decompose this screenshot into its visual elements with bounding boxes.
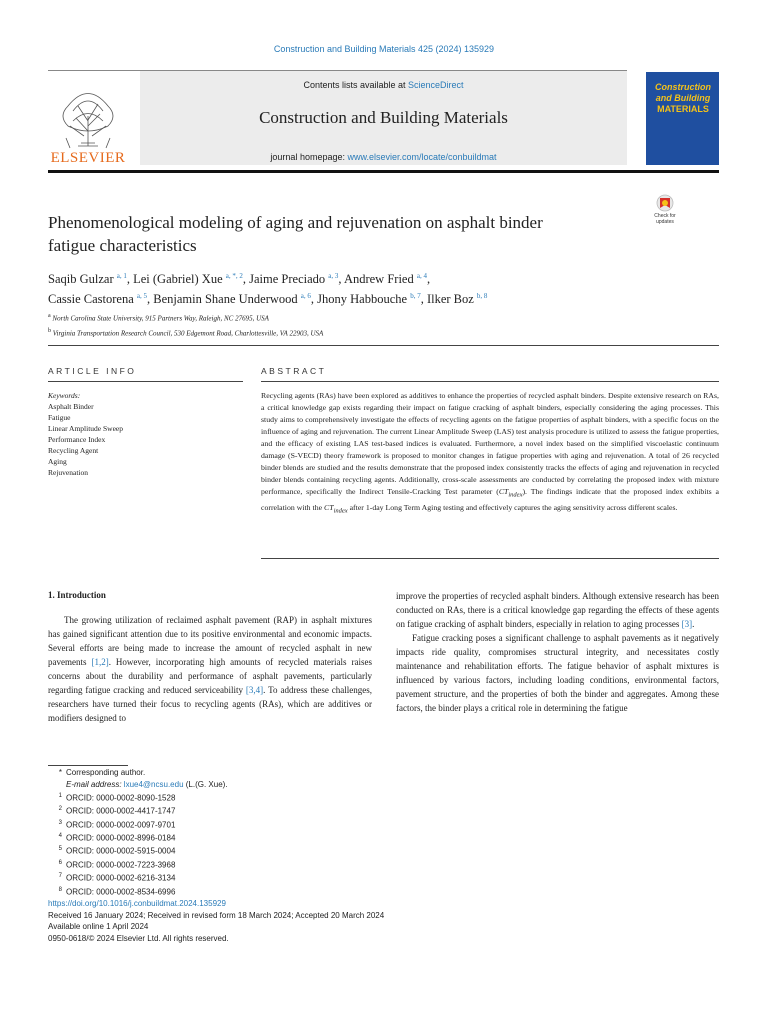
text-run: . To address these challenges, researchers have turned their focus to recycling agents (RAs), which are additives or modifiers designed to [48, 685, 372, 723]
footnote-mark: 2 [58, 806, 62, 813]
author-affil-mark[interactable]: a, 5 [136, 292, 147, 301]
footnote-text: Corresponding author. [66, 768, 146, 777]
author-name[interactable]: Lei (Gabriel) Xue [133, 272, 223, 287]
intro-paragraph-1-continued [396, 589, 719, 631]
keyword: Asphalt Binder [48, 402, 94, 411]
ct-index-base: CT [498, 487, 509, 496]
author-name[interactable]: Cassie Castorena [48, 292, 134, 307]
received-dates: Received 16 January 2024; Received in revised form 18 March 2024; Accepted 20 March 2024 [48, 910, 385, 920]
footnote-mark: 4 [58, 832, 62, 839]
contents-prefix: Contents lists available at [303, 80, 409, 90]
footnotes [48, 767, 448, 898]
affiliation [48, 325, 648, 340]
footnote-rule [48, 765, 128, 766]
homepage-link[interactable]: www.elsevier.com/locate/conbuildmat [347, 152, 497, 162]
keywords-label: Keywords: [48, 391, 81, 400]
journal-title: Construction and Building Materials [259, 108, 508, 127]
sciencedirect-link[interactable]: ScienceDirect [408, 80, 464, 90]
footnote-orcid [48, 818, 448, 831]
orcid-text: ORCID: 0000-0002-4417-1747 [66, 806, 176, 816]
footnote-mark: 3 [58, 819, 62, 826]
footnote-mark: 8 [58, 886, 62, 893]
email-label: E-mail address: [66, 779, 124, 789]
author-separator: , [420, 292, 427, 307]
intro-paragraph-2: Fatigue cracking poses a significant challenge to asphalt pavements as it negatively impacts ride quality, compromises structural integrity, and necessitates costly maintenance and rehabilitation efforts. The fatigue behavior of asphalt mixtures is influenced by various factors, including loading conditions, environmental factors, pavement structure, and the properties of both the binder and aggregates. Among these factors, the binder plays a critical role in determining the fatigue [396, 633, 719, 713]
ct-index [324, 502, 348, 515]
author-affil-mark[interactable]: a, 6 [300, 292, 311, 301]
intro-heading: 1. Introduction [48, 590, 106, 600]
abstract-part-a: Recycling agents (RAs) have been explored as additives to enhance the properties of recycled asphalt binders. Despite extensive research on RAs, a critical knowledge gap exists regarding their impact on fatigue cracking of asphalt binders, especially considering the aging processes. This study aims to comprehensively investigate the effects of recycling agents on the fatigue properties of asphalt binders, with a specific focus on the influence of aging and rejuvenation. The current Linear Amplitude Sweep (LAS) test analysis procedure is utilized to assess the fatigue properties, and the efficacy of existing LAS test-based indices is evaluated. Furthermore, a novel index based on the simplified viscoelastic continuum damage (S-VECD) theory framework is proposed to monitor changes in fatigue properties with aging and rejuvenation. A total of 26 recycled binder blends are studied and the results demonstrate that the proposed index consistently tracks the effects of aging and rejuvenation in recycled binder blends containing recycling agents. Additionally, cross-scale assessments are conducted by correlating the proposed index with mixture performance, specifically the Indirect Tensile-Cracking Test parameter ( [261, 391, 719, 496]
text-run: . [692, 619, 695, 629]
footnote-mark: 6 [58, 859, 62, 866]
affiliation [48, 310, 648, 325]
journal-reference[interactable]: Construction and Building Materials 425 (2024) 135929 [273, 44, 495, 54]
section-rule [48, 345, 719, 346]
abstract-heading: ABSTRACT [261, 366, 327, 376]
abstract-part-b: ). The findings indicate that the proposed index exhibits a correlation with the [261, 487, 719, 512]
journal-cover-title [648, 82, 718, 115]
abstract-rule [261, 381, 719, 382]
orcid-text: ORCID: 0000-0002-7223-3968 [66, 860, 176, 870]
author-separator: , [338, 272, 344, 287]
ct-index-base: CT [324, 502, 334, 512]
abstract-text [261, 390, 719, 517]
publication-info [48, 898, 648, 944]
copyright: 0950-0618/© 2024 Elsevier Ltd. All rights reserved. [48, 933, 229, 943]
author-name[interactable]: Jaime Preciado [249, 272, 326, 287]
author-affil-mark[interactable]: b, 8 [476, 292, 488, 301]
available-online: Available online 1 April 2024 [48, 922, 149, 931]
affiliation-text: Virginia Transportation Research Council, 530 Edgemont Road, Charlottesville, VA 22903, USA [52, 329, 324, 338]
article-info-rule [48, 381, 243, 382]
citation-link[interactable]: [3,4] [245, 685, 264, 695]
orcid-text: ORCID: 0000-0002-0097-9701 [66, 820, 176, 830]
footnote-mark: 7 [58, 873, 62, 880]
keyword: Linear Amplitude Sweep [48, 424, 123, 433]
doi-link[interactable]: https://doi.org/10.1016/j.conbuildmat.2024.135929 [48, 899, 226, 908]
author-separator: , [310, 292, 318, 307]
email-link[interactable]: lxue4@ncsu.edu [123, 779, 184, 789]
author-affil-mark[interactable]: a, 4 [416, 272, 427, 280]
author-name[interactable]: Saqib Gulzar [48, 272, 114, 287]
author-list [48, 268, 728, 308]
orcid-text: ORCID: 0000-0002-8534-6996 [66, 887, 176, 897]
footnote-orcid [48, 791, 448, 804]
author-affil-mark[interactable]: a, *, 2 [225, 272, 243, 280]
ct-index [498, 487, 523, 499]
footnote-email [48, 779, 448, 791]
cover-line-2: and Building [655, 93, 711, 103]
footnote-mark: 5 [58, 846, 62, 853]
orcid-text: ORCID: 0000-0002-5915-0004 [66, 847, 176, 857]
article-title [48, 211, 628, 257]
article-info-heading: ARTICLE INFO [48, 366, 137, 376]
ct-index-sub: index [333, 507, 348, 515]
footnote-orcid [48, 871, 448, 884]
badge-line-2: updates [656, 219, 674, 225]
footnote-corresponding [48, 767, 448, 779]
footnote-orcid [48, 831, 448, 844]
author-name[interactable]: Andrew Fried [343, 272, 414, 287]
title-line-2: fatigue characteristics [48, 236, 197, 255]
citation-link[interactable]: [3] [681, 619, 693, 629]
author-affil-mark[interactable]: a, 3 [328, 272, 339, 280]
footnote-orcid [48, 885, 448, 898]
footnote-mark: 1 [58, 792, 62, 799]
author-separator: , [146, 292, 154, 307]
keyword: Performance Index [48, 435, 106, 444]
publisher-name: ELSEVIER [50, 150, 126, 166]
author-line-1 [48, 268, 728, 288]
body-column-right [396, 589, 719, 715]
homepage-prefix: journal homepage: [270, 152, 348, 162]
masthead-bottom-rule [48, 170, 719, 173]
check-for-updates-label[interactable] [646, 213, 684, 225]
author-affil-mark[interactable]: b, 7 [410, 292, 421, 301]
journal-homepage [140, 152, 627, 162]
author-name[interactable]: Ilker Boz [426, 292, 474, 307]
intro-paragraph-1 [48, 613, 372, 725]
text-run: improve the properties of recycled asphalt binders. Although extensive research has been conducted on RAs, there is a critical knowledge gap regarding the effects of these agents on fatigue cracking of asphalt binders, especially in relation to aging processes [396, 591, 719, 629]
keyword: Aging [48, 457, 67, 466]
footnote-mark: * [58, 768, 62, 777]
affiliation-mark: a [48, 313, 51, 319]
orcid-text: ORCID: 0000-0002-6216-3134 [66, 873, 176, 883]
author-separator: , [126, 272, 134, 287]
orcid-text: ORCID: 0000-0002-8090-1528 [66, 793, 176, 803]
footnote-orcid [48, 804, 448, 817]
title-line-1: Phenomenological modeling of aging and rejuvenation on asphalt binder [48, 213, 543, 232]
cover-line-3: MATERIALS [657, 104, 709, 114]
affiliation-mark: b [48, 328, 51, 335]
cover-line-1: Construction [655, 82, 711, 92]
badge-line-1: Check for [654, 213, 676, 219]
citation-link[interactable]: [1,2] [91, 657, 109, 667]
author-name[interactable]: Jhony Habbouche [317, 292, 408, 307]
body-column-left [48, 613, 372, 725]
keyword: Recycling Agent [48, 446, 99, 455]
keyword: Rejuvenation [48, 468, 88, 477]
author-affil-mark[interactable]: a, 1 [116, 272, 127, 280]
footnote-orcid [48, 844, 448, 857]
abstract-bottom-rule [261, 558, 719, 559]
affiliation-text: North Carolina State University, 915 Partners Way, Raleigh, NC 27695, USA [52, 314, 269, 323]
email-suffix: (L.(G. Xue). [183, 779, 228, 789]
keyword: Fatigue [48, 413, 71, 422]
orcid-text: ORCID: 0000-0002-8996-0184 [66, 833, 176, 843]
contents-line [140, 80, 627, 90]
author-name[interactable]: Benjamin Shane Underwood [153, 292, 298, 307]
keywords-block [48, 390, 243, 478]
footnote-orcid [48, 858, 448, 871]
ct-index-sub: index [508, 491, 523, 499]
text-run: . However, incorporating high amounts of recycled materials raises concerns about the durability and performance of asphalt pavements, particularly regarding fatigue cracking and reduced serviceability [48, 657, 372, 695]
author-line-2 [48, 288, 728, 308]
abstract-part-c: after 1-day Long Term Aging testing and effectively captures the aging sensitivity across different scales. [347, 502, 678, 512]
author-separator: , [242, 272, 250, 287]
author-separator: , [426, 272, 431, 287]
affiliations [48, 310, 648, 341]
text-run: The growing utilization of reclaimed asphalt pavement (RAP) in asphalt mixtures has gained significant attention due to its positive environmental and economic impacts. Several efforts are being made to increase the amount of recycled asphalt in new pavements [48, 615, 372, 667]
